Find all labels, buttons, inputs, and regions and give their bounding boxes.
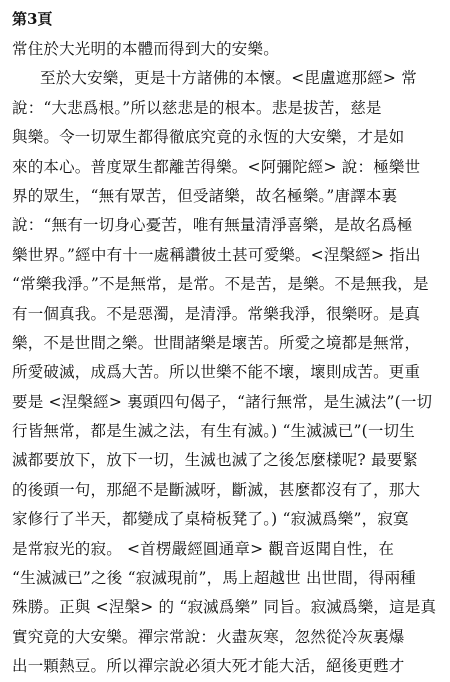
text-line: 實究竟的大安樂。禪宗常說：火盡灰寒，忽然從冷灰裏爆 <box>12 627 405 646</box>
text-line: 樂，不是世間之樂。世間諸樂是壞苦。所愛之境都是無常， <box>12 333 421 352</box>
page-number-label: 第3頁 <box>12 10 53 28</box>
text-line: 常住於大光明的本體而得到大的安樂。 <box>12 40 279 58</box>
text-line: 樂世界。”經中有十一處稱讚彼土甚可愛樂。<涅槃經> 指出 <box>12 245 421 264</box>
text-line: 說：“大悲爲根。”所以慈悲是的根本。悲是拔苦，慈是 <box>12 98 382 117</box>
body-text <box>12 35 442 682</box>
text-line: 出一顆熱豆。所以禪宗說必須大死才能大活，絕後更甦才 <box>12 657 405 676</box>
text-line: 滅都要放下，放下一切，生滅也滅了之後怎麼樣呢? 最要緊 <box>12 451 419 470</box>
text-line: “生滅滅已”之後 “寂滅現前”，馬上超越世 出世間，得兩種 <box>12 569 416 588</box>
text-line: 與樂。令一切眾生都得徹底究竟的永恆的大安樂，才是如 <box>12 128 405 147</box>
text-line: 家修行了半天，都變成了桌椅板凳了。) “寂滅爲樂”，寂寞 <box>12 510 409 529</box>
text-line: 有一個真我。不是惡濁，是清淨。常樂我淨，很樂呀。是真 <box>12 304 421 323</box>
text-line: 說：“無有一切身心憂苦，唯有無量清淨喜樂，是故名爲極 <box>12 216 413 235</box>
text-line: 殊勝。正與 <涅槃> 的 “寂滅爲樂” 同旨。寂滅爲樂，這是真 <box>12 598 437 617</box>
text-line: 是常寂光的寂。 <首楞嚴經圓通章> 觀音返聞自性，在 <box>12 539 395 558</box>
text-line: 行皆無常，都是生滅之法，有生有滅。) “生滅滅已”(一切生 <box>12 422 415 441</box>
text-line: 界的眾生，“無有眾苦，但受諸樂，故名極樂。”唐譯本裏 <box>12 186 398 205</box>
text-line: “常樂我淨。”不是無常，是常。不是苦，是樂。不是無我，是 <box>12 275 429 294</box>
text-line-paragraph-start: 至於大安樂，更是十方諸佛的本懷。<毘盧遮那經> 常 <box>40 69 417 88</box>
text-line: 的後頭一句，那絕不是斷滅呀，斷滅，甚麼都沒有了，那大 <box>12 480 421 499</box>
text-line: 要是 <涅槃經> 裏頭四句偈子，“諸行無常，是生滅法”(一切 <box>12 392 433 411</box>
text-line: 所愛破滅，成爲大苦。所以世樂不能不壞，壞則成苦。更重 <box>12 363 421 382</box>
text-line: 來的本心。普度眾生都離苦得樂。<阿彌陀經> 說：極樂世 <box>12 157 421 176</box>
